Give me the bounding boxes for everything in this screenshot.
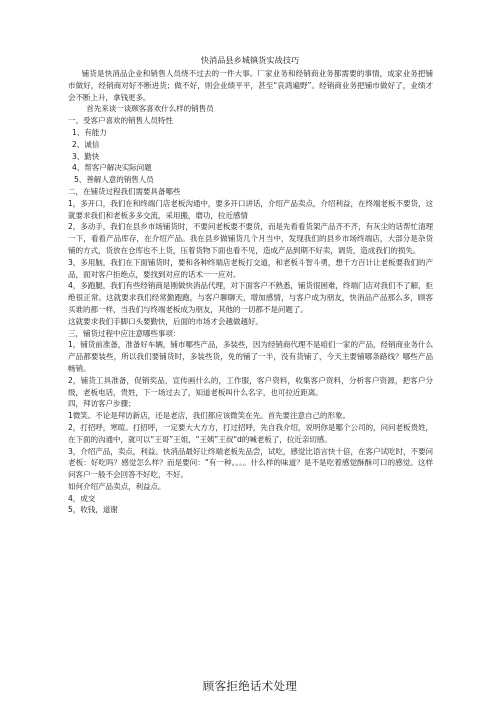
- document-body: [68, 68, 433, 516]
- section-heading-2: 二，在铺货过程我们需要具备哪些: [68, 186, 181, 196]
- list-item: 5、善解人意的销售人员: [74, 175, 154, 185]
- paragraph: 1，多开口，我们在和终端门店老板沟通中，要多开口讲话，介绍产品卖点，介绍利益，在终端老板不要货，这就要求我们和老板多多交流，采用搬，磨功，拉近感情: [68, 198, 433, 220]
- paragraph: 这就要求我们手脚口头要勤快，后面的市场才会越做越好。: [68, 316, 263, 326]
- paragraph: 2，铺货工具准备，促销奖品，宣传画什么的，工作服，客户资料，收集客户资料，分析客户资源，把客户分级，老板电话，贵姓，下一场过去了，知道老板叫什么名字，也可拉近距离。: [68, 375, 433, 397]
- section-heading-3: 三，铺货过程中应注意哪些事项：: [68, 328, 181, 338]
- next-section-title: 顾客拒绝话术处理: [202, 679, 298, 693]
- list-item: 4、帮客户解决实际问题: [72, 163, 152, 173]
- list-item: 3、勤快: [72, 151, 100, 161]
- paragraph: 3，多用脑，我们在下面铺货时，要和各种终端店老板打交道，和老板斗智斗勇，想千方百计让老板要我们的产品，面对客户拒绝点，要找到对应的话术一一应对。: [68, 257, 433, 279]
- list-item: 1、有能力: [72, 127, 107, 137]
- list-item: 4，成交: [68, 493, 96, 503]
- paragraph: 如何介绍产品卖点，利益点。: [68, 481, 166, 491]
- paragraph: 2，多动手，我们在县乡市场铺货时，不要问老板要不要货，而是先看看货架产品齐不齐，有灰尘的话帮忙清理一下，看看产品库存，在介绍产品。我在县乡做铺货几个月当中，发现我们的县乡市场终端店，大部分是杂货铺的方式，货放在仓库也不上货，压着货物下面也看不见，造成产品到期不好卖，调货，造成我们的损失。: [68, 222, 433, 255]
- section-heading-1: 一、受客户喜欢的销售人员特性: [68, 116, 173, 126]
- paragraph: 1，铺货前准备，准备好车辆，铺市哪些产品，多装些，因为经销商代理不是咱们一家的产品，经销商业务什么产品都要装些，所以我们要铺货时，多装些货，免的铺了一半，没有货铺了，今天主要铺哪条路线？哪些产品畅销。: [68, 340, 433, 373]
- paragraph: 1微笑。不论是拜访新店，还是老店，我们都应该微笑在先。首先要注意自己的形象。: [68, 411, 350, 421]
- intro-paragraph: 铺货是快消品企业和销售人员绕不过去的一件大事。厂家业务和经销商业务都需要的事情，成家业务把铺市做好，经销商对好不断进货；做不好，则会业绩平平，甚至“哀鸿遍野”。经销商业务把铺市做好了，业绩才会不断上升，拿钱更多。: [68, 69, 433, 102]
- list-item: 5，收钱，道谢: [68, 505, 118, 515]
- section-heading-4: 四，拜访客户步骤；: [68, 399, 136, 409]
- paragraph: 3，介绍产品，卖点，利益。快消品最好让终端老板先品尝，试吃，感觉比语言快十倍，在客户试吃时，不要问老板：好吃吗？感觉怎么样？而是要问：“有一种。。。。什么样的味道？是不是吃着感觉酥酥可口的感觉。这样问客户一般不会回答不好吃，不好。: [68, 446, 433, 480]
- intro-lead-line: 首先来谈一谈顾客喜欢什么样的销售员: [86, 104, 214, 114]
- list-item: 2、诚信: [72, 139, 100, 149]
- page-title: 快消品县乡城镇货实战技巧: [200, 55, 300, 65]
- paragraph: 4，多跑腿，我们有些经销商是刚做快消品代理，对下面客户不熟悉，铺货很困难，终端门店对我们不了解，拒绝很正常。这就要求我们经常勤跑跑，与客户聊聊天，增加感情，与客户成为朋友，快消品产品那么多，顾客买谁的都一样，当我们与终端老板成为朋友，其他的一切都不是问题了。: [68, 281, 433, 314]
- paragraph: 2，打招呼，寒暄。打招呼，一定要大大方方，打过招呼，先自我介绍，说明你是哪个公司的，问问老板贵姓，在下面的沟通中，就可以“王哥”王姐，“王姨”王叔“d的喊老板了，拉近亲切感。: [68, 422, 433, 444]
